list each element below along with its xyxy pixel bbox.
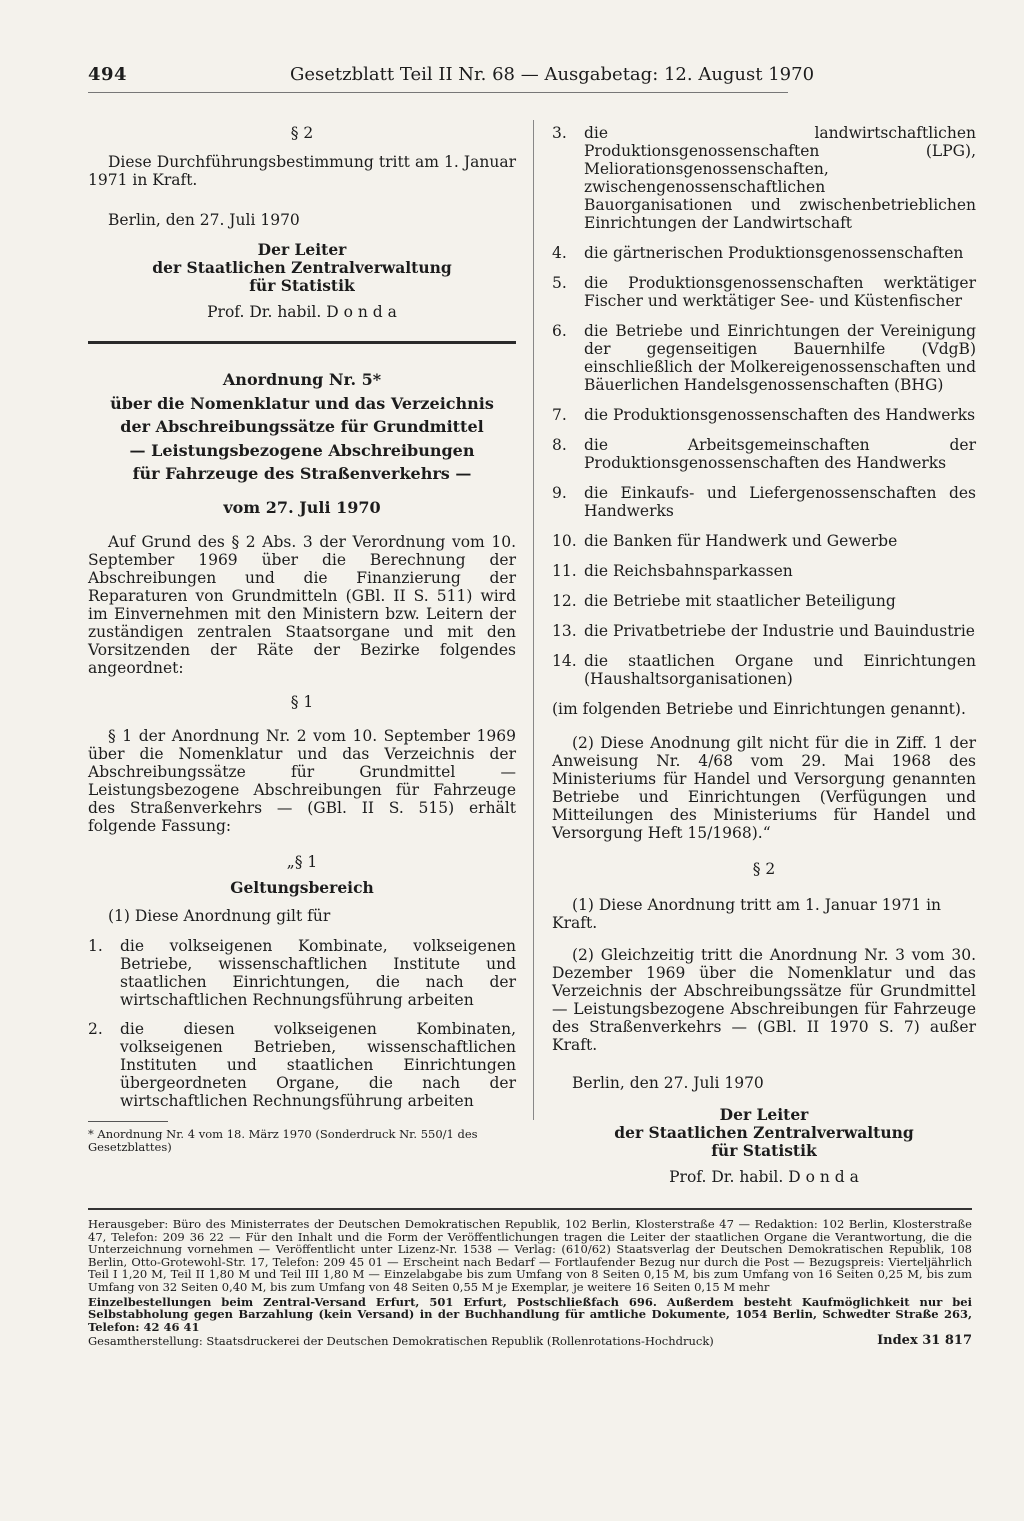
list-item xyxy=(552,562,976,580)
list-closing-text: (im folgenden Betriebe und Einrichtungen genannt). xyxy=(552,700,966,718)
list-item-number: 5. xyxy=(552,274,567,292)
imprint-footer-line xyxy=(88,1335,972,1351)
order-title-line: Anordnung Nr. 5* xyxy=(222,370,382,389)
list-item-number: 7. xyxy=(552,406,567,424)
list-item xyxy=(88,1020,516,1110)
signatory-name: Prof. Dr. habil. D o n d a xyxy=(669,1168,859,1186)
list-item xyxy=(552,124,976,232)
right-column xyxy=(552,124,976,1186)
scope-para-2: (2) Diese Anodnung gilt nicht für die in Ziff. 1 der Anweisung Nr. 4/68 vom 29. Mai 1968 des Ministeriums für Handel und Versorgung genannten Betriebe und Einrichtungen (Verfügungen und Mitteilungen des Ministeriums für Handel und Versorgung Heft 15/1968).“ xyxy=(552,734,976,842)
list-item xyxy=(552,274,976,310)
imprint xyxy=(88,1218,972,1351)
list-item-number: 11. xyxy=(552,562,577,580)
list-item-text: die volkseigenen Kombinate, volkseigenen Betriebe, wissenschaftlichen Institute und staatlichen Einrichtungen, die nach der wirtschaftlichen Rechnungsführung arbeiten xyxy=(120,937,516,1009)
imprint-publisher: Herausgeber: Büro des Ministerrates der Deutschen Demokratischen Republik, 102 Berlin, Klosterstraße 47 — Redaktion: 102 Berlin, Klosterstraße 47, Telefon: 209 36 22 — Für den Inhalt und die Form der Veröffentlichungen tragen die Leiter der staatlichen Organe die Verantwortung, die die Unterzeichnung vornehmen — Veröffentlicht unter Lizenz-Nr. 1538 — Verlag: (610/62) Staatsverlag der Deutschen Demokratischen Republik, 108 Berlin, Otto-Grotewohl-Str. 17, Telefon: 209 45 01 — Erscheint nach Bedarf — Fortlaufender Bezug nur durch die Post — Bezugspreis: Vierteljährlich Teil I 1,20 M, Teil II 1,80 M und Teil III 1,80 M — Einzelabgabe bis zum Umfang von 8 Seiten 0,15 M, bis zum Umfang von 16 Seiten 0,25 M, bis zum Umfang von 32 Seiten 0,40 M, bis zum Umfang von 48 Seiten 0,55 M je Exemplar, je weitere 16 Seiten 0,15 M mehr xyxy=(88,1217,972,1294)
footnote-rule xyxy=(88,1121,168,1122)
imprint-printer: Gesamtherstellung: Staatsdruckerei der Deutschen Demokratischen Republik (Rollenrotations-Hochdruck) xyxy=(88,1334,714,1349)
list-item-text: die Arbeitsgemeinschaften der Produktionsgenossenschaften des Handwerks xyxy=(584,436,976,472)
index-number: Index 31 817 xyxy=(877,1333,972,1349)
quoted-section-sign: „§ 1 xyxy=(286,853,318,871)
prev-signatory-line: der Staatlichen Zentralverwaltung xyxy=(152,258,452,277)
list-item xyxy=(552,322,976,394)
list-item-text: die Produktionsgenossenschaften werktätiger Fischer und werktätiger See- und Küstenfischer xyxy=(584,274,976,310)
list-item xyxy=(552,244,976,262)
footnote: * Anordnung Nr. 4 vom 18. März 1970 (Sonderdruck Nr. 550/1 des Gesetzblattes) xyxy=(88,1127,478,1154)
scope-list-left xyxy=(88,937,516,1110)
list-item-text: die diesen volkseigenen Kombinaten, volkseigenen Betrieben, wissenschaftlichen Instituten und staatlichen Einrichtungen übergeordneten Organe, die nach der wirtschaftlichen Rechnungsführung arbeiten xyxy=(120,1020,516,1110)
list-item-number: 8. xyxy=(552,436,567,454)
section-2-para-2: (2) Gleichzeitig tritt die Anordnung Nr. 3 vom 30. Dezember 1969 über die Nomenklatur und das Verzeichnis der Abschreibungssätze für Grundmittel — Leistungsbezogene Abschreibungen für Fahrzeuge des Straßenverkehrs — (GBl. II 1970 S. 7) außer Kraft. xyxy=(552,946,976,1054)
header-rule xyxy=(88,92,788,93)
page-header xyxy=(88,64,815,90)
list-item-text: die Produktionsgenossenschaften des Handwerks xyxy=(584,406,976,424)
list-item-number: 2. xyxy=(88,1020,103,1038)
list-item-text: die Banken für Handwerk und Gewerbe xyxy=(584,532,898,550)
order-title xyxy=(88,368,516,519)
place-date: Berlin, den 27. Juli 1970 xyxy=(572,1074,764,1092)
order-title-line: — Leistungsbezogene Abschreibungen xyxy=(129,440,475,460)
list-item xyxy=(552,484,976,520)
list-item-number: 6. xyxy=(552,322,567,340)
prev-signatory-line: für Statistik xyxy=(249,276,355,295)
imprint-rule xyxy=(88,1208,972,1210)
scope-heading: Geltungsbereich xyxy=(230,878,374,897)
scope-list-right xyxy=(552,124,976,688)
list-item xyxy=(552,592,976,610)
imprint-orders: Einzelbestellungen beim Zentral-Versand Erfurt, 501 Erfurt, Postschließfach 696. Außerdem besteht Kaufmöglichkeit nur bei Selbstabholung gegen Barzahlung (kein Versand) in der Buchhandlung für amtliche Dokumente, 1054 Berlin, Schwedter Straße 263, Telefon: 42 46 41 xyxy=(88,1294,972,1334)
section-1-text: § 1 der Anordnung Nr. 2 vom 10. September 1969 über die Nomenklatur und das Verzeichnis der Abschreibungssätze für Grundmittel — Leistungsbezogene Abschreibungen für Fahrzeuge des Straßenverkehrs — (GBl. II S. 515) erhält folgende Fassung: xyxy=(88,727,516,835)
section-sign-2: § 2 xyxy=(752,860,776,878)
list-item xyxy=(552,622,976,640)
prev-signatory-line: Der Leiter xyxy=(257,240,347,259)
section-separator xyxy=(88,341,516,344)
prev-signatory-name: Prof. Dr. habil. D o n d a xyxy=(207,303,397,321)
column-divider xyxy=(533,120,534,1120)
section-sign-1: § 1 xyxy=(290,693,314,711)
list-item xyxy=(552,532,976,550)
signatory-block xyxy=(552,1106,976,1160)
list-item-number: 14. xyxy=(552,652,577,670)
section-2-para-1: (1) Diese Anordnung tritt am 1. Januar 1971 in Kraft. xyxy=(552,896,942,932)
page-number: 494 xyxy=(88,64,128,85)
list-item-number: 13. xyxy=(552,622,577,640)
list-item-number: 4. xyxy=(552,244,567,262)
left-column xyxy=(88,124,516,1154)
prev-signatory-block xyxy=(88,241,516,295)
list-item-text: die staatlichen Organe und Einrichtungen (Haushaltsorganisationen) xyxy=(584,652,976,688)
running-header-title: Gesetzblatt Teil II Nr. 68 — Ausgabetag: 12. August 1970 xyxy=(290,64,815,85)
list-item-text: die Reichsbahnsparkassen xyxy=(584,562,793,580)
list-item-text: die landwirtschaftlichen Produktionsgenossenschaften (LPG), Meliorationsgenossenschaften, zwischengenossenschaftlichen Bauorganisationen und zwischenbetrieblichen Einrichtungen der Landwirtschaft xyxy=(584,124,976,232)
list-item-text: die Betriebe und Einrichtungen der Vereinigung der gegenseitigen Bauernhilfe (VdgB) einschließlich der Molkereigenossenschaften und Bäuerlichen Handelsgenossenschaften (BHG) xyxy=(584,322,976,394)
signatory-line: für Statistik xyxy=(711,1141,817,1160)
list-item xyxy=(552,436,976,472)
list-item-number: 10. xyxy=(552,532,577,550)
list-item-text: die Betriebe mit staatlicher Beteiligung xyxy=(584,592,896,610)
list-item-text: die Privatbetriebe der Industrie und Bauindustrie xyxy=(584,622,975,640)
list-item-number: 12. xyxy=(552,592,577,610)
list-item-number: 3. xyxy=(552,124,567,142)
order-title-line: für Fahrzeuge des Straßenverkehrs — xyxy=(132,464,472,483)
order-date: vom 27. Juli 1970 xyxy=(223,497,381,517)
order-title-line: über die Nomenklatur und das Verzeichnis xyxy=(110,393,494,413)
order-title-line: der Abschreibungssätze für Grundmittel xyxy=(120,417,484,436)
list-item-text: die Einkaufs- und Liefergenossenschaften des Handwerks xyxy=(584,484,976,520)
signatory-line: Der Leiter xyxy=(719,1105,809,1124)
prev-place-date: Berlin, den 27. Juli 1970 xyxy=(108,211,300,229)
list-item xyxy=(88,937,516,1009)
list-item xyxy=(552,652,976,688)
prev-section-text: Diese Durchführungsbestimmung tritt am 1. Januar 1971 in Kraft. xyxy=(88,153,516,189)
list-item-number: 9. xyxy=(552,484,567,502)
scope-para-1: (1) Diese Anordnung gilt für xyxy=(108,907,331,925)
section-sign-2-prev: § 2 xyxy=(290,124,314,142)
list-item xyxy=(552,406,976,424)
list-item-text: die gärtnerischen Produktionsgenossenschaften xyxy=(584,244,964,262)
list-item-number: 1. xyxy=(88,937,103,955)
order-preamble: Auf Grund des § 2 Abs. 3 der Verordnung vom 10. September 1969 über die Berechnung der Abschreibungen und die Finanzierung der Reparaturen von Grundmitteln (GBl. II S. 511) wird im Einvernehmen mit den Ministern bzw. Leitern der zuständigen zentralen Staatsorgane und mit den Vorsitzenden der Räte der Bezirke folgendes angeordnet: xyxy=(88,533,516,677)
signatory-line: der Staatlichen Zentralverwaltung xyxy=(614,1123,914,1142)
